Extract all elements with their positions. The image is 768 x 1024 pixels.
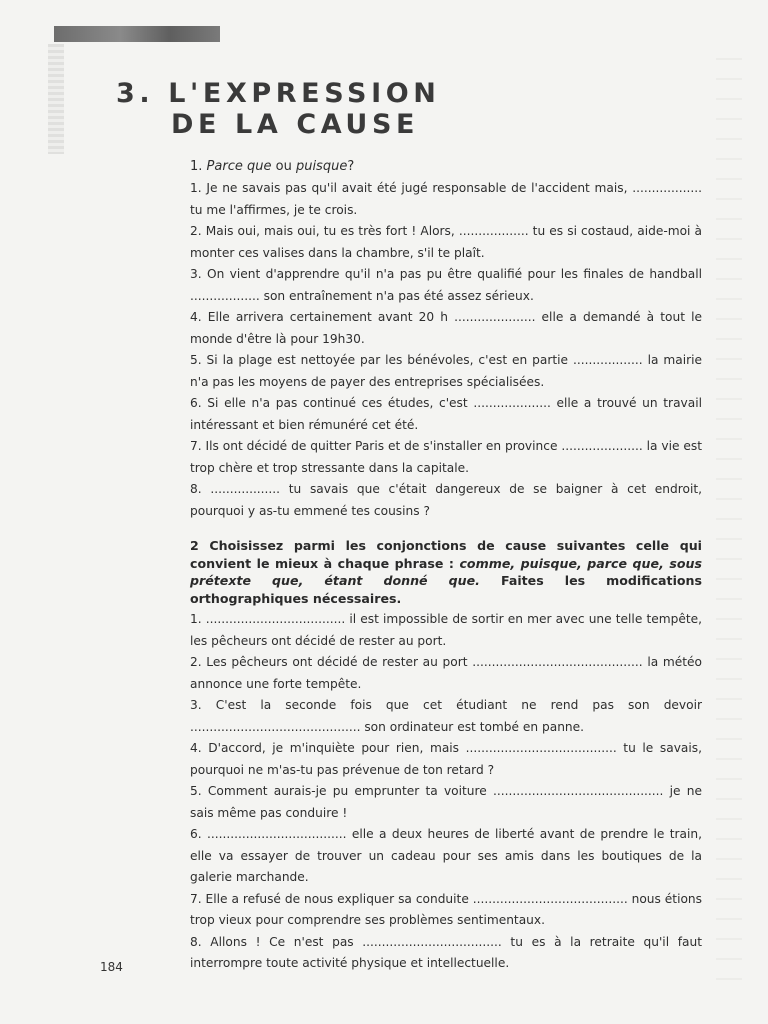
exercise-2-item-4: 4. D'accord, je m'inquiète pour rien, mais ....................................... tu le savais, pourquoi ne m'as-tu pas prévenue de ton retard ? <box>190 741 702 777</box>
scan-edge-artifact <box>48 44 64 154</box>
exercise-1-item-6: 6. Si elle n'a pas continué ces études, c'est .................... elle a trouvé un travail intéressant et bien rémunéré cet été. <box>190 396 702 432</box>
chapter-title-line-2: DE LA CAUSE <box>171 109 420 140</box>
exercise-1-word-2: ou <box>275 159 292 174</box>
exercise-2-item-8: 8. Allons ! Ce n'est pas .................................... tu es à la retraite qu'il faut interrompre toute activité physique et intellectuelle. <box>190 934 702 970</box>
exercise-1-number: 1. <box>190 159 203 174</box>
exercise-2-intro: 2 Choisissez parmi les conjonctions de cause suivantes celle qui convient le mieux à chaque phrase : <box>190 538 702 571</box>
exercise-2-item-1: 1. .................................... il est impossible de sortir en mer avec une telle tempête, les pêcheurs ont décidé de rester au port. <box>190 612 702 648</box>
exercise-2-options: comme, puisque, parce que, sous prétexte que, étant donné que. <box>190 555 702 588</box>
exercise-1-end: ? <box>347 159 355 174</box>
exercise-1-item-1: 1. Je ne savais pas qu'il avait été jugé responsable de l'accident mais, .................. tu me l'affirmes, je te crois. <box>190 181 702 217</box>
exercise-2-item-7: 7. Elle a refusé de nous expliquer sa conduite ........................................ nous étions trop vieux pour comprendre ses problèmes sentimentaux. <box>190 891 702 927</box>
exercise-1-item-5: 5. Si la plage est nettoyée par les bénévoles, c'est en partie .................. la mairie n'a pas les moyens de payer des entreprises spécialisées. <box>190 353 702 389</box>
exercise-1-item-4: 4. Elle arrivera certainement avant 20 h ..................... elle a demandé à tout le monde d'être là pour 19h30. <box>190 310 702 346</box>
exercise-1-item-7: 7. Ils ont décidé de quitter Paris et de s'installer en province ..................... la vie est trop chère et trop stressante dans la capitale. <box>190 439 702 475</box>
exercise-2-outro: Faites les modifications orthographiques nécessaires. <box>190 573 702 606</box>
exercise-1-item-3: 3. On vient d'apprendre qu'il n'a pas pu être qualifié pour les finales de handball .................. son entraînement n'a pas été assez sérieux. <box>190 267 702 303</box>
exercise-2-item-3: 3. C'est la seconde fois que cet étudiant ne rend pas son devoir ............................................ son ordinateur est tombé en panne. <box>190 698 702 734</box>
exercise-1-word-1: Parce que <box>206 159 272 174</box>
exercise-1-item-2: 2. Mais oui, mais oui, tu es très fort ! Alors, .................. tu es si costaud, aide-moi à monter ces valises dans la chambre, s'il te plaît. <box>190 224 702 260</box>
scan-header-bar <box>54 26 220 42</box>
exercise-2-item-6: 6. .................................... elle a deux heures de liberté avant de prendre le train, elle va essayer de trouver un cadeau pour ses amis dans les boutiques de la galerie marchande. <box>190 827 702 884</box>
chapter-title <box>116 78 440 140</box>
exercise-content <box>190 156 702 975</box>
exercise-2-item-5: 5. Comment aurais-je pu emprunter ta voiture ............................................ je ne sais même pas conduire ! <box>190 784 702 820</box>
page-number: 184 <box>100 960 123 974</box>
exercise-1-word-3: puisque <box>295 159 348 174</box>
exercise-2-item-2: 2. Les pêcheurs ont décidé de rester au port ............................................ la météo annonce une forte tempête. <box>190 655 702 691</box>
exercise-2-title <box>190 537 702 607</box>
exercise-1-item-8: 8. .................. tu savais que c'était dangereux de se baigner à cet endroit, pourquoi y as-tu emmené tes cousins ? <box>190 482 702 518</box>
exercise-1-title <box>190 156 702 178</box>
chapter-title-line-1: 3. L'EXPRESSION <box>116 78 441 109</box>
scan-right-margin-artifact <box>716 40 742 990</box>
